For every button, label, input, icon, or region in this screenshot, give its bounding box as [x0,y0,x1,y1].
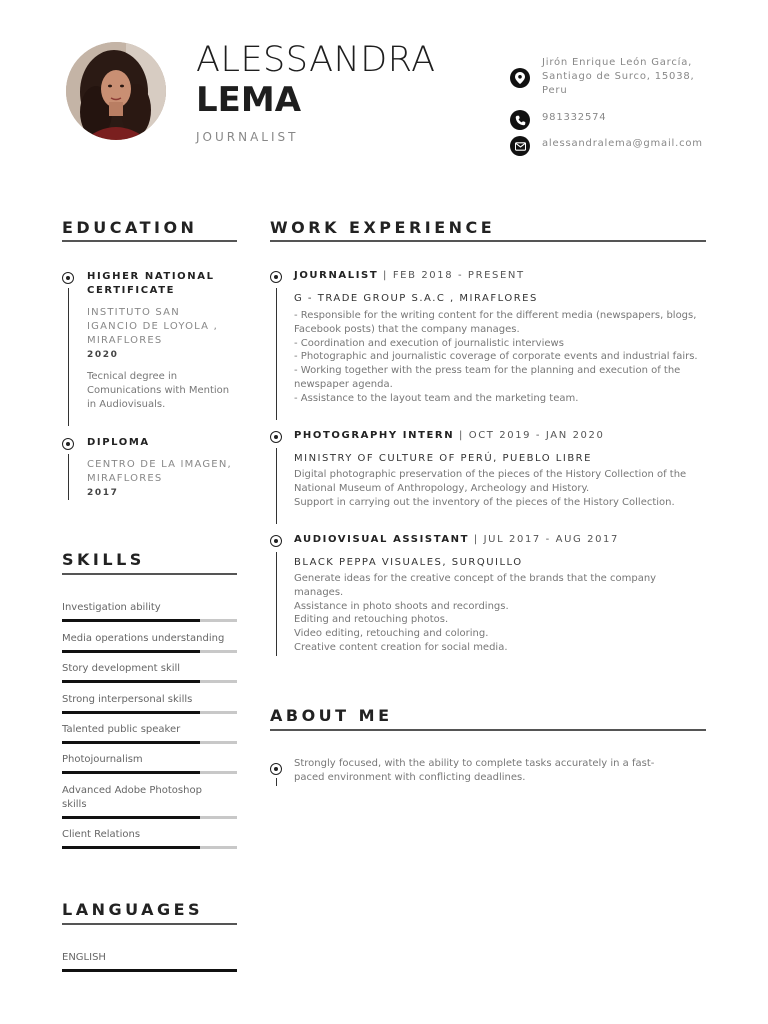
timeline-bullet-icon [270,763,282,775]
skill-level-bar [62,816,237,819]
location-pin-icon [510,68,530,88]
description-line: - Assistance to the layout team and the marketing team. [294,392,579,404]
last-name: LEMA [196,80,302,120]
education-description [87,370,242,412]
skill-item [62,723,237,737]
skill-label: Photojournalism [62,754,143,765]
education-year: 2020 [87,350,119,360]
address-line: Santiago de Surco, 15038, [542,71,695,82]
languages-rule [62,923,237,925]
timeline-line [68,454,70,500]
work-period: JUL 2017 - AUG 2017 [483,534,619,545]
skill-item [62,693,237,707]
education-degree [87,436,237,450]
education-degree [87,270,237,298]
phone-icon [510,110,530,130]
skill-label: Media operations understanding [62,633,225,644]
education-item [62,270,240,430]
timeline-bullet-icon [62,438,74,450]
description-line: Assistance in photo shoots and recordings. [294,600,509,612]
school-line: INSTITUTO SAN [87,307,180,318]
timeline-bullet-icon [270,535,282,547]
skill-label: Strong interpersonal skills [62,694,193,705]
timeline-line [276,778,278,786]
skill-item [62,632,237,646]
skill-label: Client Relations [62,829,141,840]
about-heading: ABOUT ME [270,706,393,725]
profile-photo [66,42,166,140]
degree-line: HIGHER NATIONAL [87,271,215,282]
work-description [294,572,709,655]
description-line: Digital photographic preservation of the pieces of the History Collection of the [294,469,687,480]
school-line: IGANCIO DE LOYOLA , [87,321,218,332]
timeline-line [276,448,278,524]
description-line: Generate ideas for the creative concept of the brands that the company [294,573,657,584]
description-line: - Photographic and journalistic coverage of corporate events and industrial fairs. [294,351,698,363]
description-line: Editing and retouching photos. [294,614,449,626]
timeline-line [68,288,70,426]
skill-label: Advanced Adobe Photoshop skills [62,785,202,810]
skills-heading: SKILLS [62,550,145,569]
skill-level-bar [62,619,237,622]
description-line: newspaper agenda. [294,378,393,390]
email-text[interactable]: alessandralema@gmail.com [542,138,703,149]
skill-level-fill [62,680,200,683]
work-period: OCT 2019 - JAN 2020 [468,430,605,441]
about-rule [270,729,706,731]
work-description [294,468,709,509]
education-school [87,458,239,486]
skill-level-bar [62,846,237,849]
skill-level-fill [62,771,200,774]
skill-item [62,753,237,767]
work-rule [270,240,706,242]
description-line: Facebook posts) that the company manages. [294,323,520,335]
about-text [294,757,699,785]
description-line: Comunications with Mention [87,385,230,396]
school-line: MIRAFLORES [87,473,163,484]
description-line: Creative content creation for social media. [294,641,508,653]
skill-item [62,662,237,676]
work-company: MINISTRY OF CULTURE OF PERÚ, PUEBLO LIBRE [294,453,592,464]
address-line: Peru [542,85,568,96]
skill-level-bar [62,711,237,714]
work-heading: WORK EXPERIENCE [270,218,496,237]
skill-item [62,828,237,842]
timeline-line [276,552,278,656]
job-title: JOURNALIST [196,130,299,144]
description-line: - Responsible for the writing content for the different media (newspapers, blogs, [294,310,697,321]
skills-rule [62,573,237,575]
skill-item [62,601,237,615]
skill-level-bar [62,741,237,744]
description-line: Video editing, retouching and coloring. [294,628,489,640]
education-year: 2017 [87,488,119,498]
work-role: PHOTOGRAPHY INTERN [294,430,455,441]
school-line: MIRAFLORES [87,335,163,346]
description-line: Tecnical degree in [87,371,178,382]
school-line: CENTRO DE LA IMAGEN, [87,459,232,470]
skill-item [62,784,237,812]
description-line: National Museum of Anthropology, Archeology and History. [294,482,590,494]
timeline-line [276,288,278,420]
language-level-bar [62,969,237,972]
about-line: Strongly focused, with the ability to complete tasks accurately in a fast- [294,758,655,769]
work-heading-line [294,270,525,281]
timeline-bullet-icon [270,271,282,283]
education-school [87,306,239,348]
education-item [62,436,240,502]
description-line: Support in carrying out the inventory of the pieces of the History Collection. [294,496,675,508]
languages-heading: LANGUAGES [62,900,204,919]
timeline-bullet-icon [62,272,74,284]
skill-label: Story development skill [62,663,181,674]
skill-level-fill [62,846,200,849]
separator: | [454,430,469,441]
work-role: AUDIOVISUAL ASSISTANT [294,534,470,545]
address-text [542,56,695,98]
skill-label: Talented public speaker [62,724,181,735]
first-name: ALESSANDRA [196,40,436,80]
work-company: BLACK PEPPA VISUALES, SURQUILLO [294,557,523,568]
portrait-image [66,42,166,140]
work-period: FEB 2018 - PRESENT [392,270,525,281]
work-item [270,270,710,424]
work-description [294,309,709,406]
skill-level-fill [62,711,200,714]
separator: | [469,534,484,545]
email-icon [510,136,530,156]
language-level-fill [62,969,237,972]
skill-level-bar [62,680,237,683]
language-label: ENGLISH [62,952,106,963]
work-heading-line [294,534,619,545]
skill-level-bar [62,650,237,653]
work-item [270,430,710,526]
work-role: JOURNALIST [294,270,379,281]
work-item [270,534,710,658]
address-line: Jirón Enrique León García, [542,57,693,68]
description-line: - Coordination and execution of journalistic interviews [294,337,564,349]
skill-level-fill [62,816,200,819]
skill-level-fill [62,619,200,622]
skill-level-fill [62,741,200,744]
education-heading: EDUCATION [62,218,198,237]
skill-label: Investigation ability [62,602,161,613]
description-line: - Working together with the press team for the planning and execution of the [294,365,681,377]
description-line: manages. [294,586,344,598]
work-heading-line [294,430,604,441]
phone-text[interactable]: 981332574 [542,112,607,123]
timeline-bullet-icon [270,431,282,443]
separator: | [378,270,393,281]
skill-level-bar [62,771,237,774]
work-company: G - TRADE GROUP S.A.C , MIRAFLORES [294,293,538,304]
language-item [62,951,237,965]
description-line: in Audiovisuals. [87,399,166,410]
about-line: paced environment with conflicting deadlines. [294,772,526,783]
education-rule [62,240,237,242]
degree-line: CERTIFICATE [87,285,176,296]
degree-line: DIPLOMA [87,437,150,448]
skill-level-fill [62,650,200,653]
